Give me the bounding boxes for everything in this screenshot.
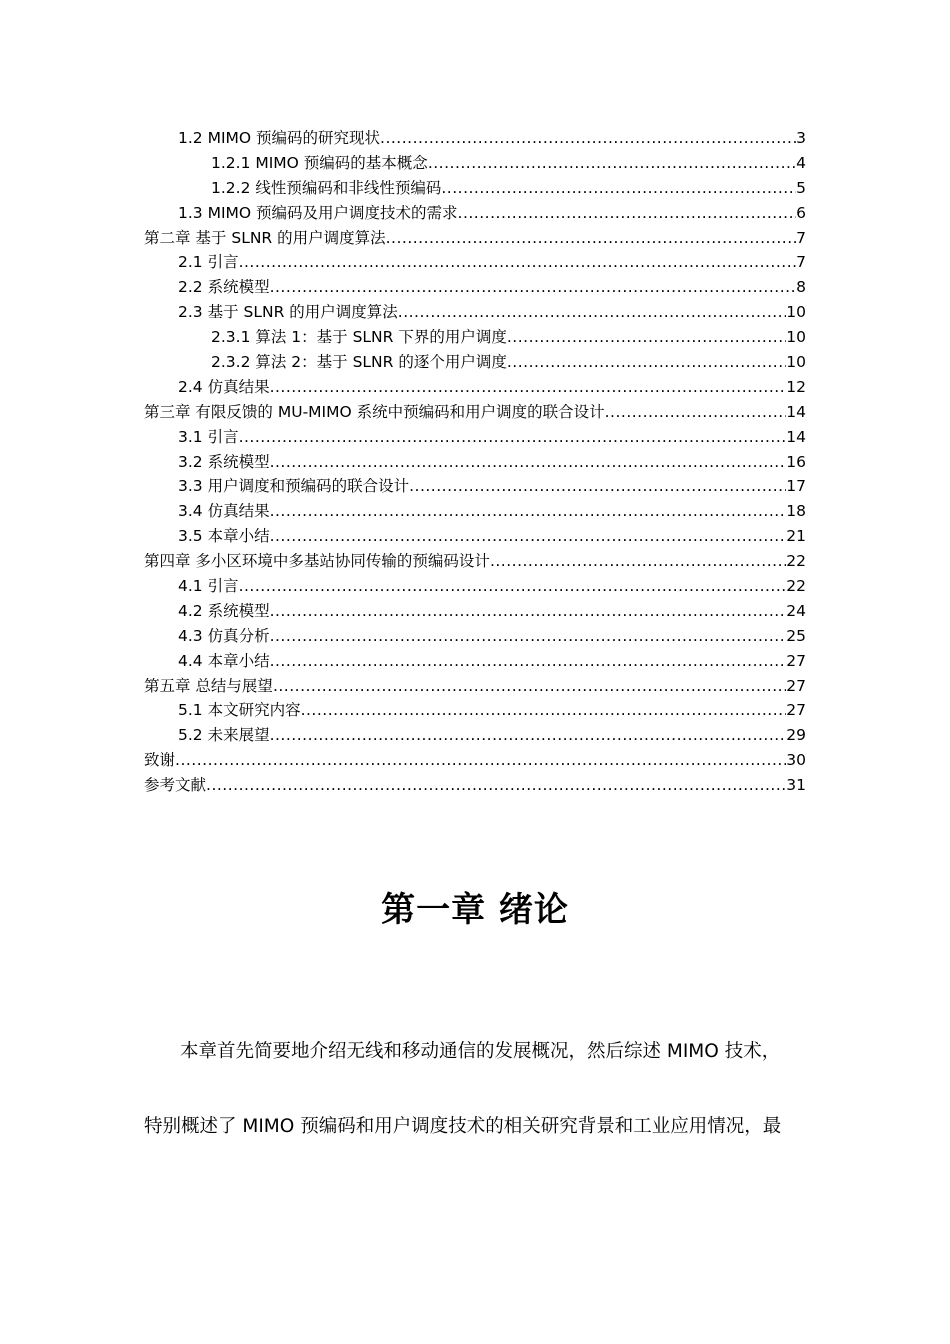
toc-entry-label: 1.2.2 线性预编码和非线性预编码	[211, 178, 442, 197]
toc-entry-label: 3.5 本章小结	[178, 527, 270, 546]
toc-entry[interactable]	[144, 674, 806, 699]
toc-dot-leader	[398, 300, 786, 325]
toc-entry-page: 17	[786, 477, 806, 496]
toc-entry[interactable]	[144, 773, 806, 798]
toc-entry[interactable]	[144, 151, 806, 176]
toc-entry[interactable]	[144, 499, 806, 524]
toc-entry-page: 27	[786, 651, 806, 670]
toc-dot-leader	[270, 624, 787, 649]
toc-dot-leader	[270, 649, 787, 674]
toc-dot-leader	[605, 400, 787, 425]
toc-entry-page: 29	[786, 726, 806, 745]
toc-entry[interactable]	[144, 201, 806, 226]
paragraph-line: 本章首先简要地介绍无线和移动通信的发展概况，然后综述 MIMO 技术，	[180, 1041, 781, 1062]
toc-entry-label: 致谢	[144, 751, 176, 770]
toc-entry[interactable]	[144, 723, 806, 748]
toc-entry[interactable]	[144, 275, 806, 300]
toc-entry-page: 3	[796, 129, 806, 147]
toc-entry-label: 2.2 系统模型	[178, 278, 270, 297]
toc-entry-page: 30	[786, 751, 806, 770]
toc-entry-page: 16	[786, 452, 806, 471]
toc-entry-page: 14	[786, 427, 806, 446]
toc-entry-page: 7	[796, 228, 806, 247]
toc-entry-page: 10	[786, 353, 806, 372]
toc-entry-label: 4.1 引言	[178, 577, 239, 596]
toc-entry-page: 22	[786, 552, 806, 571]
toc-entry-page: 6	[796, 203, 806, 222]
toc-entry-label: 3.4 仿真结果	[178, 502, 270, 521]
toc-entry[interactable]	[144, 375, 806, 400]
toc-entry-label: 第五章 总结与展望	[144, 676, 273, 695]
toc-entry-page: 10	[786, 328, 806, 347]
toc-entry-page: 31	[786, 776, 806, 795]
toc-entry[interactable]	[144, 549, 806, 574]
toc-entry[interactable]	[144, 425, 806, 450]
toc-dot-leader	[428, 151, 796, 176]
toc-entry-label: 4.3 仿真分析	[178, 626, 270, 645]
toc-entry[interactable]	[144, 474, 806, 499]
toc-dot-leader	[239, 250, 797, 275]
toc-entry-page: 12	[786, 377, 806, 396]
toc-entry-page: 22	[786, 577, 806, 596]
toc-entry-page: 8	[796, 278, 806, 297]
toc-entry-page: 27	[786, 701, 806, 720]
toc-entry-label: 2.3.1 算法 1：基于 SLNR 下界的用户调度	[211, 328, 507, 347]
toc-entry-label: 第四章 多小区环境中多基站协同传输的预编码设计	[144, 552, 490, 571]
toc-entry-label: 第二章 基于 SLNR 的用户调度算法	[144, 228, 386, 247]
toc-dot-leader	[490, 549, 786, 574]
toc-entry-label: 4.2 系统模型	[178, 601, 270, 620]
toc-entry-label: 第三章 有限反馈的 MU-MIMO 系统中预编码和用户调度的联合设计	[144, 402, 605, 421]
toc-dot-leader	[175, 748, 786, 773]
toc-entry-label: 1.2 MIMO 预编码的研究现状	[178, 129, 381, 147]
toc-entry[interactable]	[144, 126, 806, 151]
toc-entry-page: 21	[786, 527, 806, 546]
toc-entry-page: 5	[796, 178, 806, 197]
toc-entry-label: 2.3.2 算法 2：基于 SLNR 的逐个用户调度	[211, 353, 507, 372]
toc-dot-leader	[301, 698, 787, 723]
toc-dot-leader	[270, 375, 787, 400]
toc-dot-leader	[458, 201, 797, 226]
toc-entry[interactable]	[144, 649, 806, 674]
toc-dot-leader	[273, 674, 786, 699]
toc-dot-leader	[206, 773, 786, 798]
toc-entry[interactable]	[144, 450, 806, 475]
toc-dot-leader	[386, 226, 797, 251]
toc-dot-leader	[270, 723, 787, 748]
toc-dot-leader	[380, 126, 796, 151]
table-of-contents	[144, 126, 806, 798]
toc-entry[interactable]	[144, 300, 806, 325]
toc-entry[interactable]	[144, 574, 806, 599]
toc-entry-label: 5.1 本文研究内容	[178, 701, 301, 720]
toc-entry-page: 14	[786, 402, 806, 421]
toc-entry[interactable]	[144, 748, 806, 773]
toc-entry-label: 1.2.1 MIMO 预编码的基本概念	[211, 153, 428, 172]
toc-entry[interactable]	[144, 250, 806, 275]
toc-dot-leader	[441, 176, 796, 201]
toc-entry-label: 参考文献	[144, 776, 207, 795]
chapter-title: 第一章 绪论	[381, 890, 569, 930]
toc-dot-leader	[270, 450, 787, 475]
toc-entry-label: 1.3 MIMO 预编码及用户调度技术的需求	[178, 203, 458, 222]
paragraph-line: 特别概述了 MIMO 预编码和用户调度技术的相关研究背景和工业应用情况，最	[144, 1116, 782, 1137]
toc-entry[interactable]	[144, 524, 806, 549]
toc-entry-page: 24	[786, 601, 806, 620]
toc-entry[interactable]	[144, 176, 806, 201]
toc-entry[interactable]	[144, 400, 806, 425]
toc-dot-leader	[507, 325, 786, 350]
toc-entry-page: 10	[786, 303, 806, 322]
toc-dot-leader	[239, 574, 787, 599]
toc-entry-label: 2.4 仿真结果	[178, 377, 270, 396]
toc-entry-label: 3.2 系统模型	[178, 452, 270, 471]
toc-entry-label: 5.2 未来展望	[178, 726, 270, 745]
toc-entry-label: 2.3 基于 SLNR 的用户调度算法	[178, 303, 398, 322]
toc-entry-label: 2.1 引言	[178, 253, 239, 272]
toc-entry[interactable]	[144, 350, 806, 375]
toc-dot-leader	[270, 275, 797, 300]
toc-entry-page: 4	[796, 153, 806, 172]
toc-entry[interactable]	[144, 698, 806, 723]
toc-entry-page: 7	[796, 253, 806, 272]
toc-entry-page: 27	[786, 676, 806, 695]
toc-entry-label: 3.1 引言	[178, 427, 239, 446]
toc-dot-leader	[507, 350, 786, 375]
toc-dot-leader	[270, 524, 787, 549]
toc-dot-leader	[270, 499, 787, 524]
toc-entry[interactable]	[144, 226, 806, 251]
toc-entry[interactable]	[144, 599, 806, 624]
toc-entry-page: 18	[786, 502, 806, 521]
toc-dot-leader	[239, 425, 787, 450]
toc-entry-page: 25	[786, 626, 806, 645]
toc-entry[interactable]	[144, 624, 806, 649]
toc-dot-leader	[409, 474, 786, 499]
toc-entry[interactable]	[144, 325, 806, 350]
toc-dot-leader	[270, 599, 787, 624]
toc-entry-label: 4.4 本章小结	[178, 651, 270, 670]
toc-entry-label: 3.3 用户调度和预编码的联合设计	[178, 477, 410, 496]
